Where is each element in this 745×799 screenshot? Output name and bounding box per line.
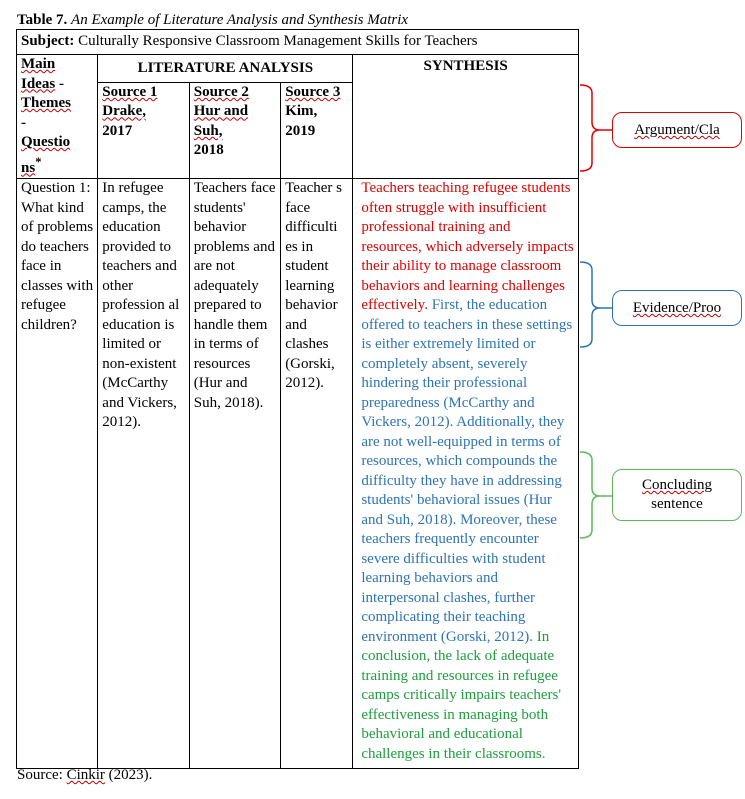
literature-analysis-header: LITERATURE ANALYSIS (98, 55, 353, 83)
subject-text: Culturally Responsive Classroom Management Skills for Teachers (78, 33, 478, 50)
concluding-label-box (612, 469, 742, 521)
source-1-text: In refugee camps, the education provided to teachers and other profession al education is limited or non-existent (McCarthy and Vickers, 2012). (98, 179, 189, 769)
caption-title: An Example of Literature Analysis and Synthesis Matrix (71, 12, 409, 28)
synthesis-evidence: First, the education offered to teachers in these settings is either extremely limited or completely absent, severely hindering their professional preparedness (McCarthy and Vickers, 2012). Additionally, they are not well-equipped in terms of resources, which compounds the difficulty they have in addressing students' behavioral issues (Hur and Suh, 2018). Moreover, these teachers frequently encounter severe difficulties with student learning behaviors and interpersonal clashes, further complicating their teaching environment (Gorski, 2012). (361, 297, 573, 645)
evidence-label: Evidence/Proo (632, 300, 722, 316)
synthesis-conclusion: In conclusion, the lack of adequate training and resources in refugee camps critically impairs teachers' effectiveness in managing both behavioral and educational challenges in their classrooms. (361, 628, 562, 762)
subject-label: Subject: (21, 33, 75, 50)
source-3-text: Teacher s face difficulti es in student learning behavior and clashes (Gorski, 2012). (281, 179, 353, 769)
source-2-header: Source 2 Hur and Suh, 2018 (189, 82, 280, 178)
evidence-brace (580, 262, 600, 347)
synthesis-matrix-table (16, 29, 579, 769)
subject-row (17, 30, 579, 55)
synthesis-header: SYNTHESIS (353, 55, 579, 179)
source-3-header: Source 3 Kim, 2019 (281, 82, 353, 178)
conclusion-brace (580, 452, 600, 538)
main-ideas-header: Main Ideas - Themes - Questio ns* (17, 55, 98, 179)
source-author: Cinkir (66, 767, 105, 783)
argument-label: Argument/Cla (634, 122, 720, 138)
caption-label: Table 7. (17, 12, 68, 28)
source-2-text: Teachers face students' behavior problems and are not adequately prepared to handle them in terms of resources (Hur and Suh, 2018). (189, 179, 280, 769)
source-1-header: Source 1 Drake, 2017 (98, 82, 189, 178)
synthesis-cell (353, 179, 579, 769)
concluding-label-line2: sentence (651, 496, 703, 512)
evidence-label-box (612, 290, 742, 326)
source-citation: Source: Cinkir (2023). (17, 767, 153, 783)
table-caption (17, 12, 408, 29)
synthesis-argument: Teachers teaching refugee students often struggle with insufficient professional training and resources, which adversely impacts their ability to manage classroom behaviors and learning challenges effectively. (361, 180, 574, 313)
argument-label-box (612, 112, 742, 148)
question-cell: Question 1: What kind of problems do teachers face in classes with refugee children? (17, 179, 98, 769)
concluding-label-line1: Concluding (642, 477, 712, 493)
argument-brace (580, 85, 600, 171)
